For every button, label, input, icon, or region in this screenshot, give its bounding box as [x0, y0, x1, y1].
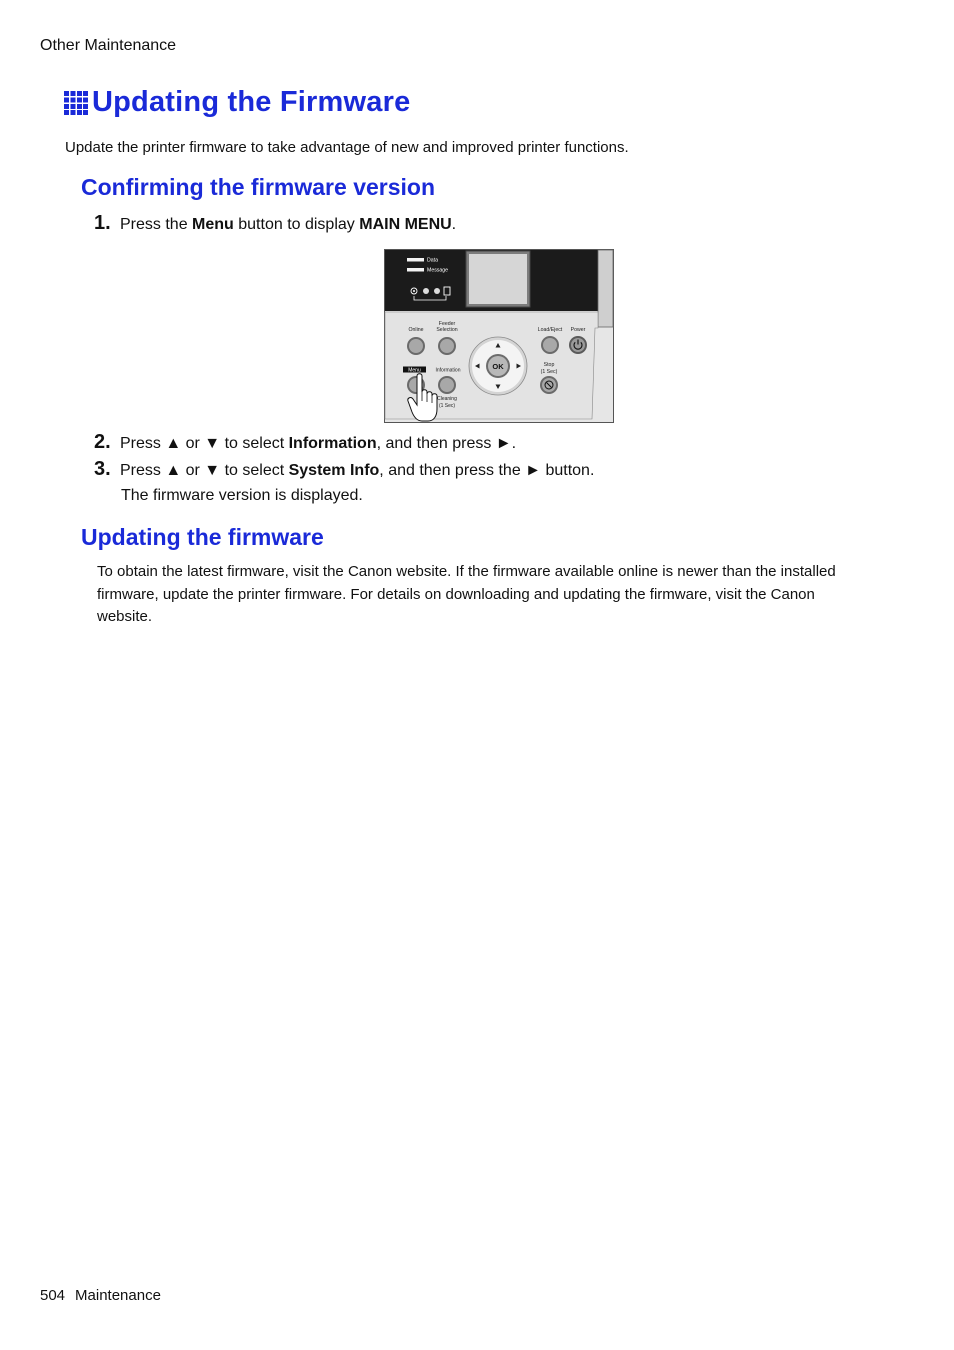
- running-header: Other Maintenance: [40, 37, 177, 54]
- grid-icon: [64, 91, 88, 115]
- online-label: Online: [408, 327, 424, 333]
- step-result: The firmware version is displayed.: [121, 487, 363, 504]
- step-number: 3.: [94, 458, 111, 480]
- stop-sec-label: (1 Sec): [540, 369, 558, 375]
- title-row: [64, 86, 410, 119]
- step-number: 1.: [94, 212, 111, 234]
- menu-label: Menu: [408, 367, 421, 374]
- stop-label: Stop: [543, 362, 555, 368]
- data-lamp-label: Data: [427, 257, 438, 264]
- section-heading-updating: Updating the firmware: [81, 524, 324, 550]
- intro-text: Update the printer firmware to take advantage of new and improved printer functions.: [65, 139, 629, 156]
- cleaning-sec-label: (1 Sec): [438, 403, 456, 409]
- section-heading-confirming: Confirming the firmware version: [81, 174, 436, 200]
- step-number: 2.: [94, 431, 111, 453]
- page-title: Updating the Firmware: [92, 86, 411, 118]
- step-text: Press the Menu button to display MAIN MENU.: [120, 216, 457, 233]
- power-label: Power: [570, 327, 586, 333]
- step-text: Press ▲ or ▼ to select Information, and then press ►.: [120, 435, 517, 452]
- footer-chapter: Maintenance: [75, 1287, 161, 1304]
- cleaning-label: Cleaning: [437, 396, 457, 402]
- step-1: [94, 212, 456, 235]
- selection-label: Selection: [436, 327, 458, 333]
- step-3: [94, 458, 594, 481]
- information-label: Information: [435, 367, 461, 374]
- control-panel-illustration: [384, 249, 614, 423]
- step-2: [94, 431, 516, 454]
- updating-paragraph: To obtain the latest firmware, visit the Canon website. If the firmware available online is newer than the installed firmware, update the printer firmware. For details on downloading and updating the firmware, visit the Canon website.: [97, 563, 836, 625]
- ok-label: OK: [492, 362, 504, 371]
- message-lamp-label: Message: [427, 267, 449, 274]
- page-footer: [40, 1287, 161, 1304]
- step-text: Press ▲ or ▼ to select System Info, and then press the ► button.: [120, 462, 595, 479]
- feeder-label: Feeder: [438, 321, 456, 327]
- page-number: 504: [40, 1287, 66, 1304]
- load-eject-label: Load/Eject: [537, 327, 563, 333]
